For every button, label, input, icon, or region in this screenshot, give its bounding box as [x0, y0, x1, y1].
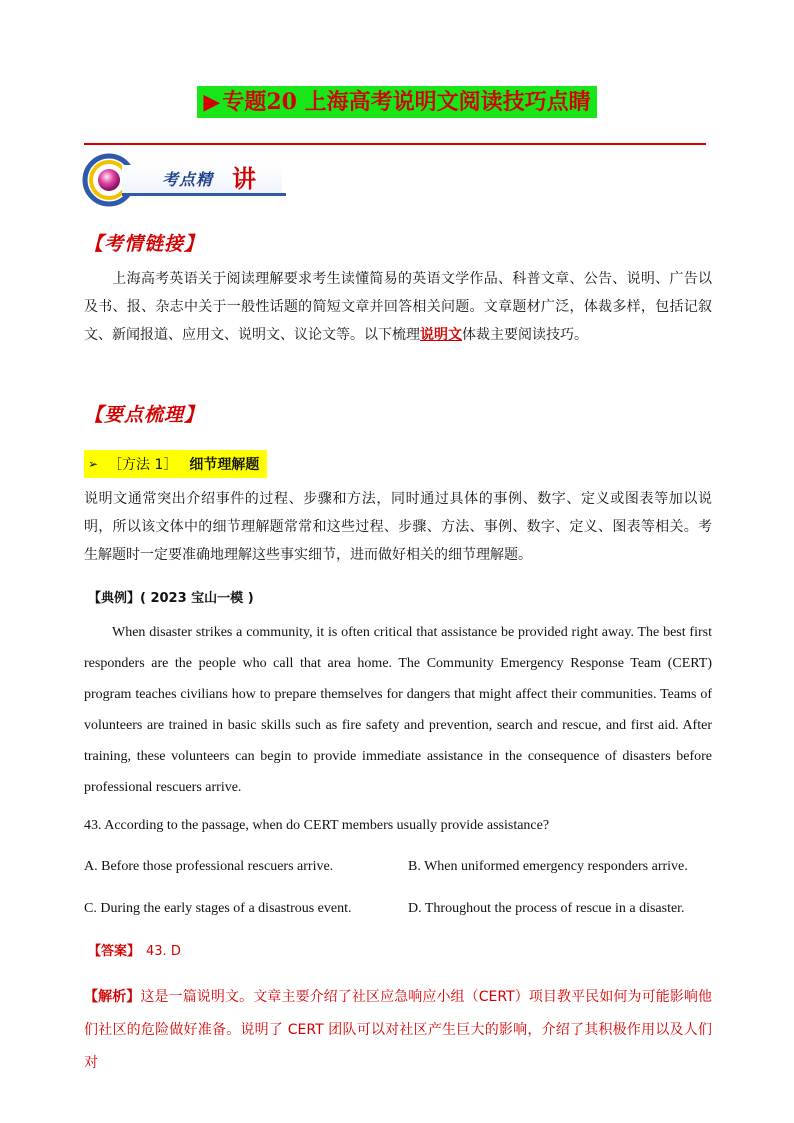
- option-b: B. When uniformed emergency responders arrive.: [408, 859, 688, 874]
- section-heading-exam-link: 【考情链接】: [84, 233, 205, 255]
- arrow-bullet-icon: ➢: [88, 457, 99, 471]
- explanation: [84, 981, 712, 1080]
- example-passage-text: When disaster strikes a community, it is often critical that assistance be provided right away. The best first responders are the people who call that area home. The Community Emergency Response Team (CERT) program teaches civilians how to prepare themselves for dangers that might affect their communities. Teams of volunteers are trained in basic skills such as fire safety and prevention, search and rescue, and first aid. After training, these volunteers can begin to provide immediate assistance in the consequence of disasters before professional rescuers arrive.: [84, 625, 712, 795]
- section-logo: [82, 153, 288, 207]
- method-title: 细节理解题: [189, 457, 260, 473]
- example-label: 【典例】( 2023 宝山一模 ): [88, 591, 254, 606]
- answer-label: 【答案】: [88, 944, 141, 959]
- title-area: [0, 86, 794, 118]
- title-divider: [84, 143, 706, 145]
- answer-line: [88, 940, 181, 959]
- explanation-text: 这是一篇说明文。文章主要介绍了社区应急响应小组（CERT）项目教平民如何为可能影响他们社区的危险做好准备。说明了 CERT 团队可以对社区产生巨大的影响，介绍了其积极作用以及人们对: [84, 989, 713, 1071]
- title-marker: ▶: [203, 89, 221, 115]
- method-label: ［方法 1］: [108, 457, 178, 473]
- page-title: [197, 86, 596, 118]
- exam-link-term: 说明文: [420, 327, 462, 343]
- method-banner: [84, 450, 267, 478]
- option-c: C. During the early stages of a disastrous event.: [84, 901, 352, 916]
- exam-link-text-before: 上海高考英语关于阅读理解要求考生读懂简易的英语文学作品、科普文章、公告、说明、广告以及书、报、杂志中关于一般性话题的简短文章并回答相关问题。文章题材广泛，体裁多样，包括记叙文、新闻报道、应用文、说明文、议论文等。以下梳理: [84, 271, 712, 343]
- logo-underline: [122, 193, 286, 196]
- answer-value: 43. D: [146, 944, 181, 959]
- title-text: 专题20 上海高考说明文阅读技巧点睛: [222, 89, 591, 115]
- method-description: 说明文通常突出介绍事件的过程、步骤和方法，同时通过具体的事例、数字、定义或图表等加以说明，所以该文体中的细节理解题常常和这些过程、步骤、方法、事例、数字、定义、图表等相关。考生解题时一定要准确地理解这些事实细节，进而做好相关的细节理解题。: [84, 491, 712, 563]
- exam-link-text-after: 体裁主要阅读技巧。: [462, 327, 588, 343]
- question-text: 43. According to the passage, when do CERT members usually provide assistance?: [84, 818, 550, 833]
- option-a: A. Before those professional rescuers arrive.: [84, 859, 334, 874]
- example-passage: [84, 617, 712, 803]
- section-heading-key-points: 【要点梳理】: [84, 404, 205, 426]
- logo-big-char: 讲: [232, 165, 256, 193]
- option-d: D. Throughout the process of rescue in a disaster.: [408, 901, 685, 916]
- logo-small-text: 考点精: [162, 170, 214, 189]
- exam-link-paragraph: [84, 265, 712, 349]
- explanation-label: 【解析】: [84, 989, 141, 1005]
